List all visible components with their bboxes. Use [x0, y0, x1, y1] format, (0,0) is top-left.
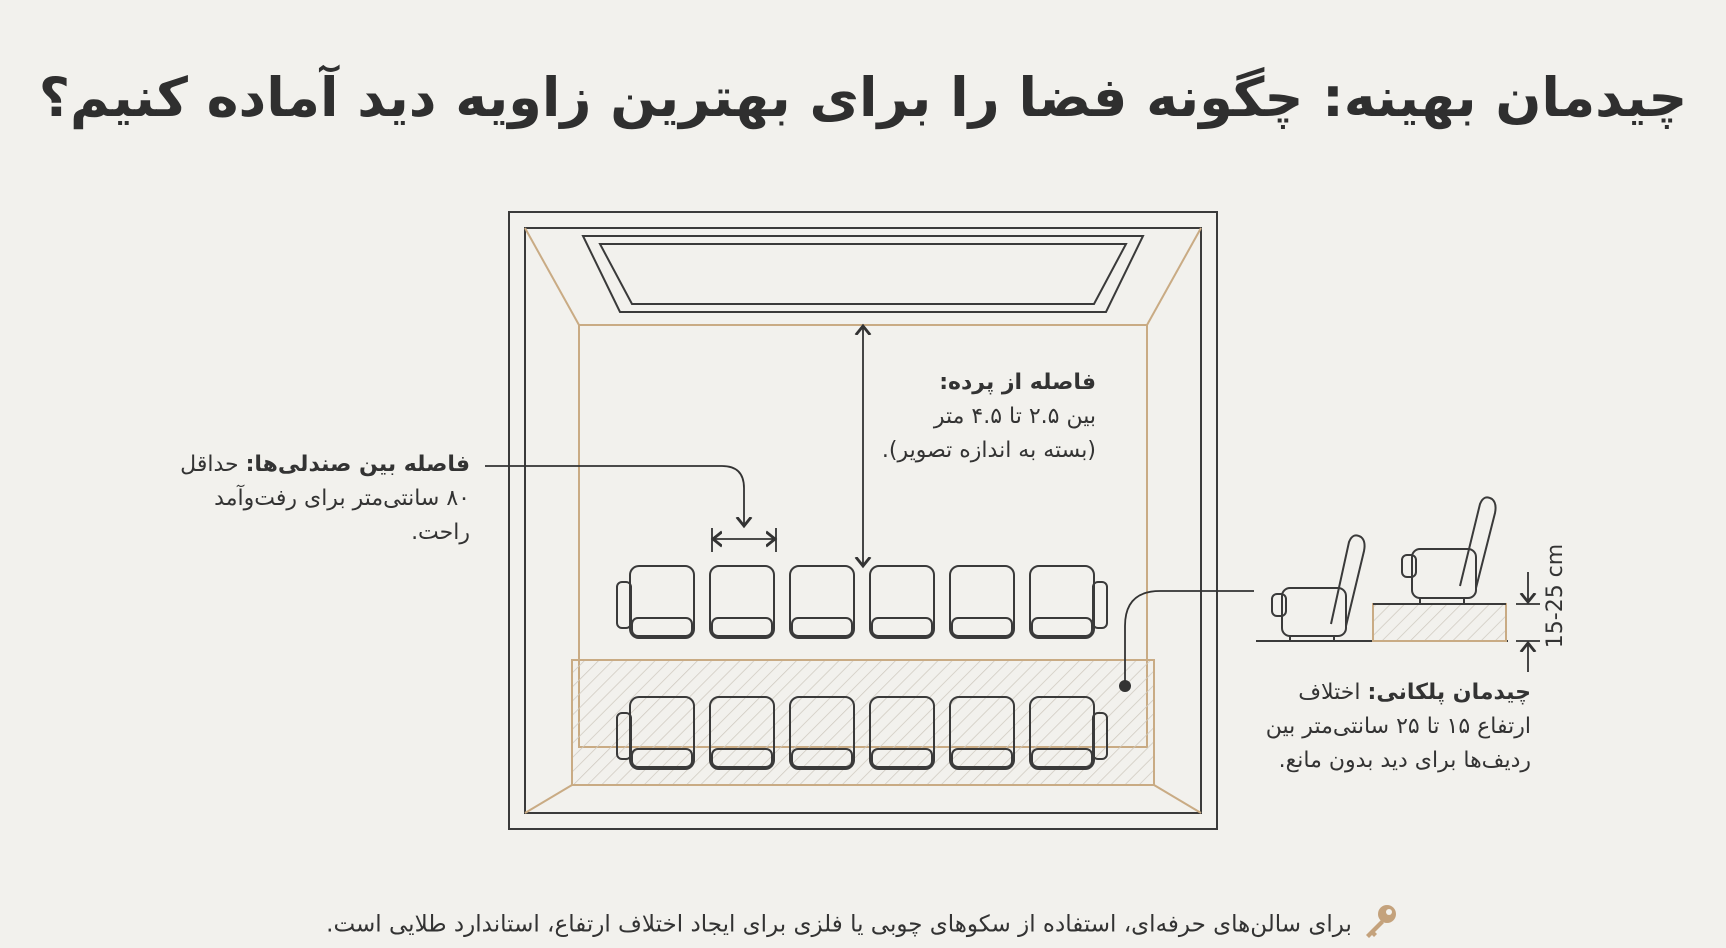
- screen-distance-label: [882, 366, 1096, 468]
- key-icon: [1360, 902, 1400, 948]
- page-title: چیدمان بهینه: چگونه فضا را برای بهترین زاویه دید آماده کنیم؟: [38, 66, 1688, 129]
- tiered-layout-line3: ردیف‌ها برای دید بدون مانع.: [1278, 748, 1531, 773]
- armrest: [1093, 582, 1107, 628]
- screen-distance-line1: بین ۲.۵ تا ۴.۵ متر: [933, 404, 1096, 429]
- seat-row-1: [617, 566, 1107, 638]
- height-dimension-label: 15-25 cm: [1543, 543, 1568, 649]
- side-chair-lower: [1272, 535, 1365, 641]
- screen-distance-line2: (بسته به اندازه تصویر).: [881, 438, 1096, 463]
- seat-spacing-dimension: [485, 466, 776, 552]
- tiered-layout-label: [1266, 676, 1531, 778]
- seat: [1030, 566, 1094, 638]
- seat: [870, 566, 934, 638]
- seat: [630, 566, 694, 638]
- tiered-layout-line1: اختلاف: [1298, 680, 1368, 705]
- screen-distance-heading: فاصله از پرده:: [939, 370, 1096, 395]
- height-dimension-arrows: [1516, 572, 1540, 672]
- seat: [790, 566, 854, 638]
- footer-text: برای سالن‌های حرفه‌ای، استفاده از سکوهای چوبی یا فلزی برای ایجاد اختلاف ارتفاع، استاندارد طلایی است.: [326, 911, 1352, 938]
- armrest: [617, 582, 631, 628]
- projection-screen: [583, 236, 1143, 312]
- tiered-layout-line2: ارتفاع ۱۵ تا ۲۵ سانتی‌متر بین: [1265, 714, 1531, 739]
- tiered-side-view: [1256, 497, 1540, 672]
- tiered-layout-heading: چیدمان پلکانی:: [1367, 680, 1531, 705]
- seat-spacing-heading: فاصله بین صندلی‌ها:: [245, 452, 470, 477]
- seat-spacing-label: [180, 448, 470, 550]
- footer-note: [0, 902, 1726, 948]
- seat: [950, 566, 1014, 638]
- seat-spacing-line1: حداقل: [180, 452, 246, 477]
- seat-spacing-line2: ۸۰ سانتی‌متر برای رفت‌وآمد: [214, 486, 470, 511]
- side-chair-upper: [1402, 497, 1496, 604]
- seat-spacing-line3: راحت.: [411, 520, 470, 545]
- seat: [710, 566, 774, 638]
